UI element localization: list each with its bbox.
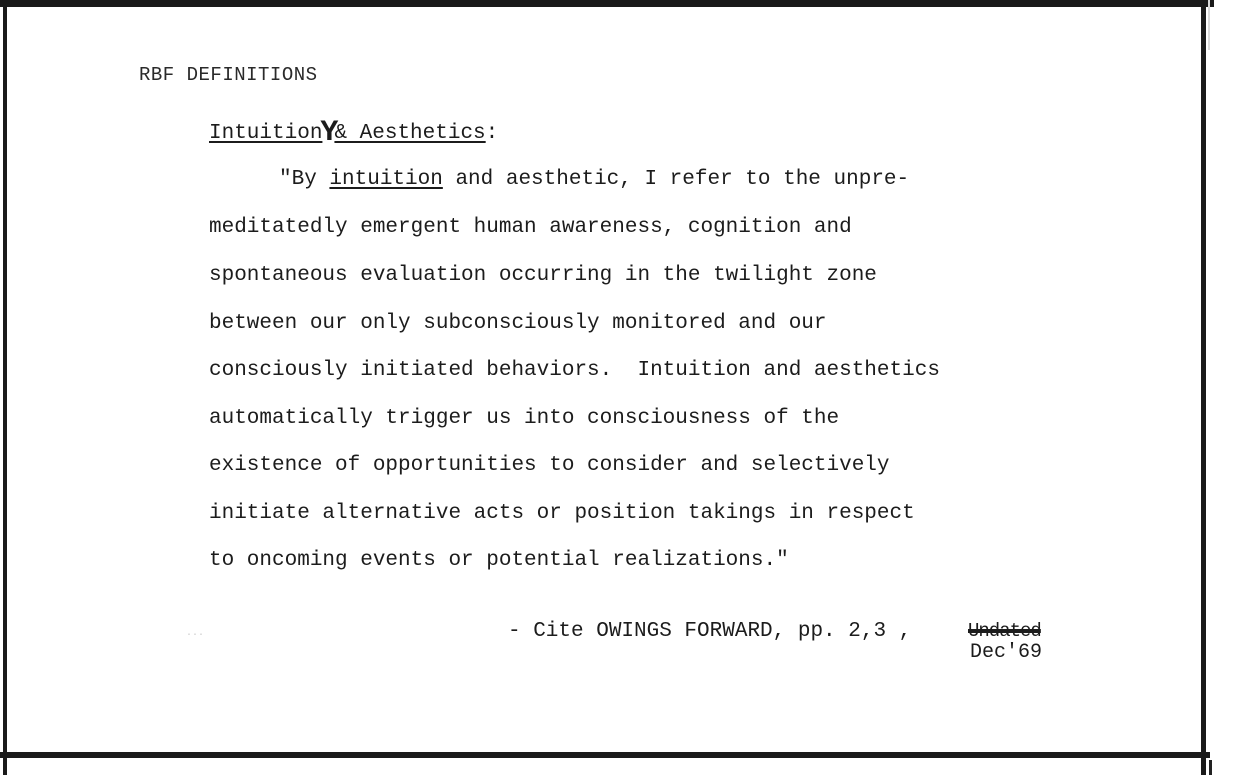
page-edge-mark-bottom <box>1209 760 1212 775</box>
quote-line-2: meditatedly emergent human awareness, cognition and <box>209 216 852 239</box>
quote-line-1-end: and aesthetic, I refer to the unpre- <box>442 168 910 191</box>
quote-line-9: to oncoming events or potential realizations." <box>209 549 789 572</box>
citation-date-note: Dec'69 <box>970 641 1043 664</box>
quote-line-6: automatically trigger us into consciousness of the <box>209 407 840 430</box>
heading-aesthetics: & Aesthetics <box>334 122 486 145</box>
quote-line-8: initiate alternative acts or position takings in respect <box>209 502 915 525</box>
heading-colon: : <box>485 122 499 145</box>
citation-text: - Cite OWINGS FORWARD, pp. 2,3 , <box>508 620 912 643</box>
definition-heading <box>209 118 498 148</box>
scan-smudge: ∙∙∙ <box>186 630 205 641</box>
quote-line-1-start: "By <box>279 168 330 191</box>
quote-line-7: existence of opportunities to consider and selectively <box>209 454 890 477</box>
heading-intuition: Intuition <box>209 122 323 145</box>
quote-line-3: spontaneous evaluation occurring in the twilight zone <box>209 264 877 287</box>
right-border-line <box>1201 0 1206 775</box>
quote-line-1 <box>279 168 909 191</box>
bottom-border-line <box>0 752 1210 758</box>
document-header: RBF DEFINITIONS <box>139 64 318 86</box>
struck-out-word: Undated <box>968 620 1041 642</box>
quote-line-5: consciously initiated behaviors. Intuition and aesthetics <box>209 359 940 382</box>
quote-line-4: between our only subconsciously monitored and our <box>209 312 827 335</box>
handwritten-caret-mark: Y <box>320 116 339 150</box>
quote-underlined-word: intuition <box>329 168 443 191</box>
page-edge-mark <box>1208 0 1210 50</box>
top-border-line <box>0 0 1214 7</box>
left-border-line <box>3 0 7 775</box>
